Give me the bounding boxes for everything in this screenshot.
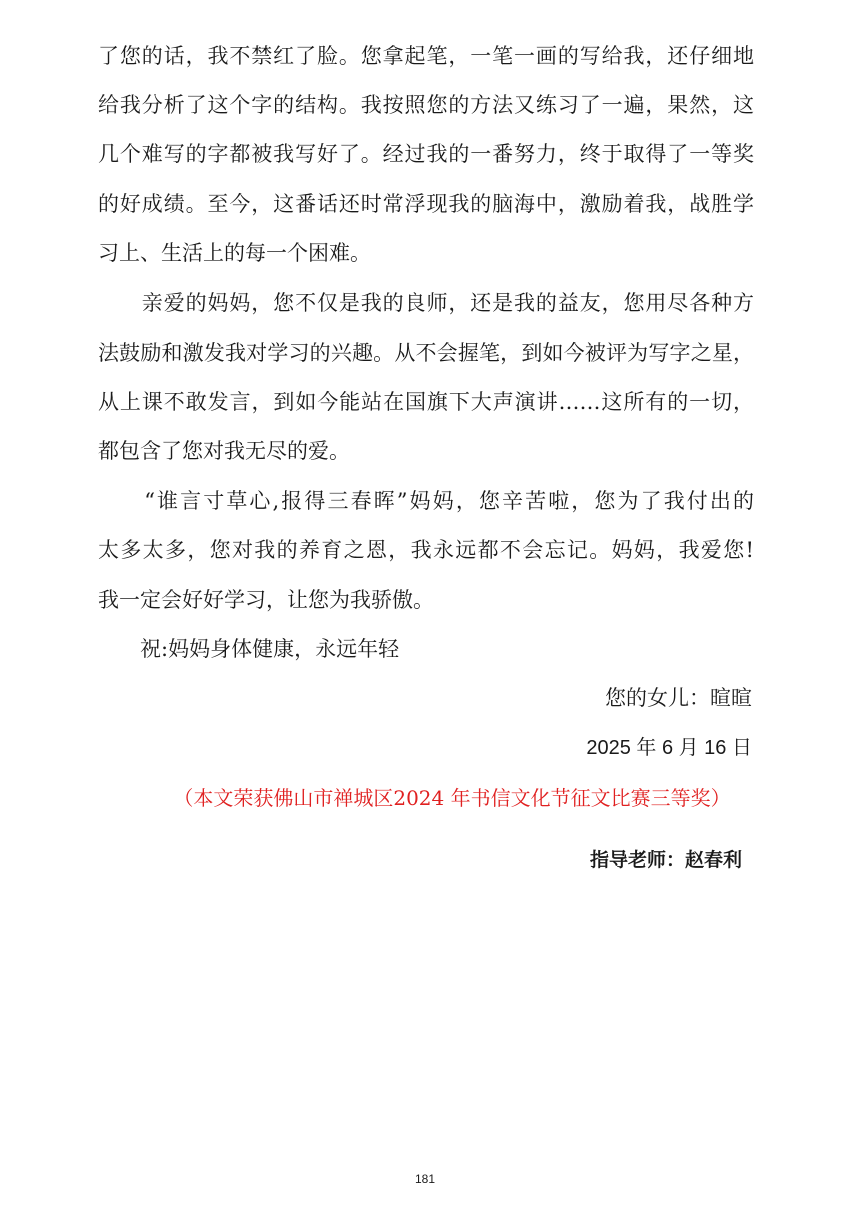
letter-signature: 您的女儿：暄暄 [605,686,752,710]
letter-date: 2025 年 6 月 16 日 [586,737,752,759]
letter-line-3: 几个难写的字都被我写好了。经过我的一番努力，终于取得了一等奖 [98,142,754,166]
award-note: （本文荣获佛山市禅城区2024 年书信文化节征文比赛三等奖） [173,786,731,810]
letter-line-12: 我一定会好好学习，让您为我骄傲。 [98,588,434,612]
letter-line-11: 太多太多，您对我的养育之恩，我永远都不会忘记。妈妈，我爱您! [98,538,754,562]
letter-line-8: 从上课不敢发言，到如今能站在国旗下大声演讲……这所有的一切， [98,390,754,414]
page-number: 181 [414,1172,436,1186]
letter-line-6: 亲爱的妈妈，您不仅是我的良师，还是我的益友，您用尽各种方 [98,291,754,315]
letter-line-1: 了您的话，我不禁红了脸。您拿起笔，一笔一画的写给我，还仔细地 [98,44,754,68]
letter-line-10: “谁言寸草心,报得三春晖”妈妈，您辛苦啦，您为了我付出的 [98,489,754,513]
letter-line-9: 都包含了您对我无尽的爱。 [98,439,350,463]
letter-line-4: 的好成绩。至今，这番话还时常浮现我的脑海中，激励着我，战胜学 [98,192,754,216]
letter-closing-wish: 祝:妈妈身体健康，永远年轻 [98,637,400,661]
letter-line-2: 给我分析了这个字的结构。我按照您的方法又练习了一遍，果然，这 [98,93,754,117]
letter-line-5: 习上、生活上的每一个困难。 [98,241,371,265]
instructor-credit: 指导老师：赵春利 [589,849,742,871]
letter-line-7: 法鼓励和激发我对学习的兴趣。从不会握笔，到如今被评为写字之星， [98,341,754,365]
